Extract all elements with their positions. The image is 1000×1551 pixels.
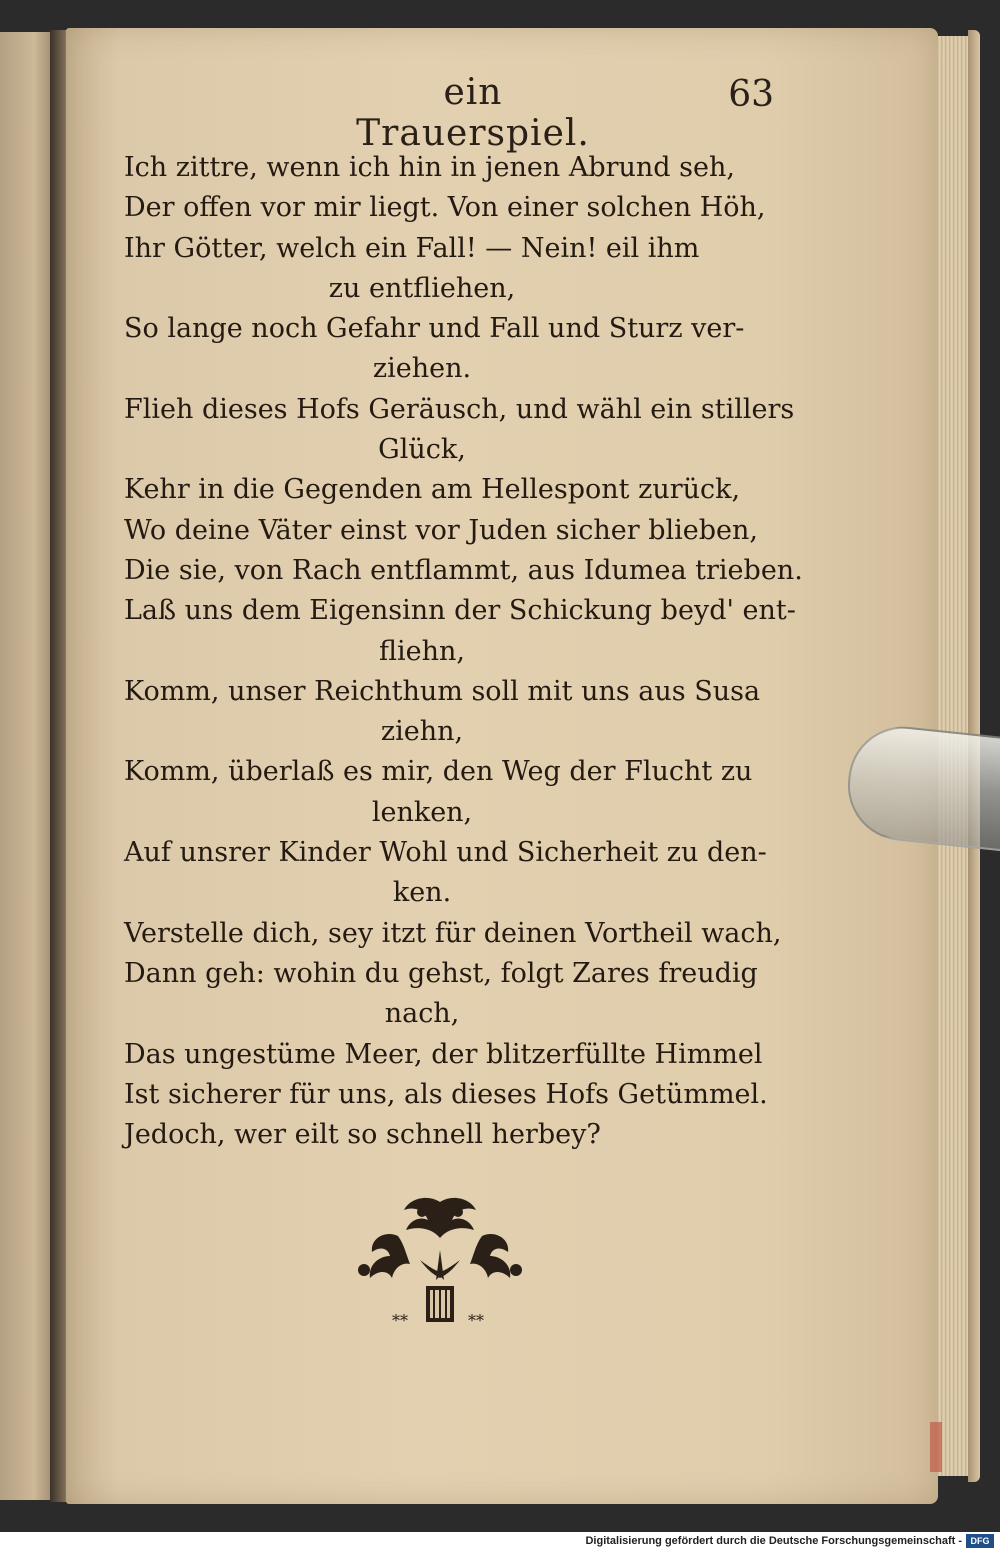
verse-line: Das ungestüme Meer, der blitzerfüllte Himmel: [124, 1038, 763, 1070]
footer-bar: [0, 1532, 1000, 1551]
verse-line: Der offen vor mir liegt. Von einer solchen Höh,: [124, 192, 766, 224]
verse-line: Laß uns dem Eigensinn der Schickung beyd' ent-: [124, 595, 796, 627]
verse-line: So lange noch Gefahr und Fall und Sturz ver-: [124, 313, 745, 345]
verse-line: Ist sicherer für uns, als dieses Hofs Getümmel.: [124, 1078, 768, 1110]
poem-text: [124, 148, 803, 1155]
library-mark: [930, 1422, 942, 1472]
verse-line: Jedoch, wer eilt so schnell herbey?: [124, 1119, 601, 1151]
verse-line: Dann geh: wohin du gehst, folgt Zares freudig: [124, 957, 758, 989]
printers-ornament-icon: [340, 1190, 540, 1340]
verse-line: Wo deine Väter einst vor Juden sicher blieben,: [124, 514, 759, 546]
running-head: ein Trauerspiel.: [356, 72, 590, 154]
verse-runover: lenken,: [371, 796, 473, 828]
verse-line: Komm, überlaß es mir, den Weg der Flucht zu: [124, 756, 753, 788]
verse-line: Flieh dieses Hofs Geräusch, und wähl ein stillers: [124, 393, 795, 425]
svg-text:**: **: [468, 1311, 484, 1330]
verse-runover: zu entfliehen,: [328, 272, 516, 304]
verse-runover: nach,: [384, 998, 460, 1030]
verse-line: Ich zittre, wenn ich hin in jenen Abrund seh,: [124, 152, 735, 183]
verse-line: Ihr Götter, welch ein Fall! — Nein! eil ihm: [124, 232, 700, 264]
verse-runover: Glück,: [378, 434, 466, 466]
verse-line: Kehr in die Gegenden am Hellespont zurück,: [124, 474, 741, 506]
page-number: 63: [728, 74, 774, 115]
verse-runover: ken.: [392, 877, 452, 909]
funding-credit: Digitalisierung gefördert durch die Deutsche Forschungsgemeinschaft -: [585, 1535, 962, 1547]
verse-line: Auf unsrer Kinder Wohl und Sicherheit zu den-: [124, 837, 767, 869]
verse-line: Verstelle dich, sey itzt für deinen Vortheil wach,: [124, 917, 782, 949]
verse-line: Die sie, von Rach entflammt, aus Idumea trieben.: [124, 554, 803, 586]
svg-text:**: **: [392, 1311, 408, 1330]
verse-runover: ziehn,: [380, 716, 464, 748]
page-header: [100, 70, 780, 154]
verse-runover: fliehn,: [379, 635, 465, 667]
verse-runover: ziehen.: [372, 353, 472, 385]
verse-line: Komm, unser Reichthum soll mit uns aus Susa: [124, 675, 761, 707]
dfg-logo-icon: DFG: [966, 1534, 994, 1548]
